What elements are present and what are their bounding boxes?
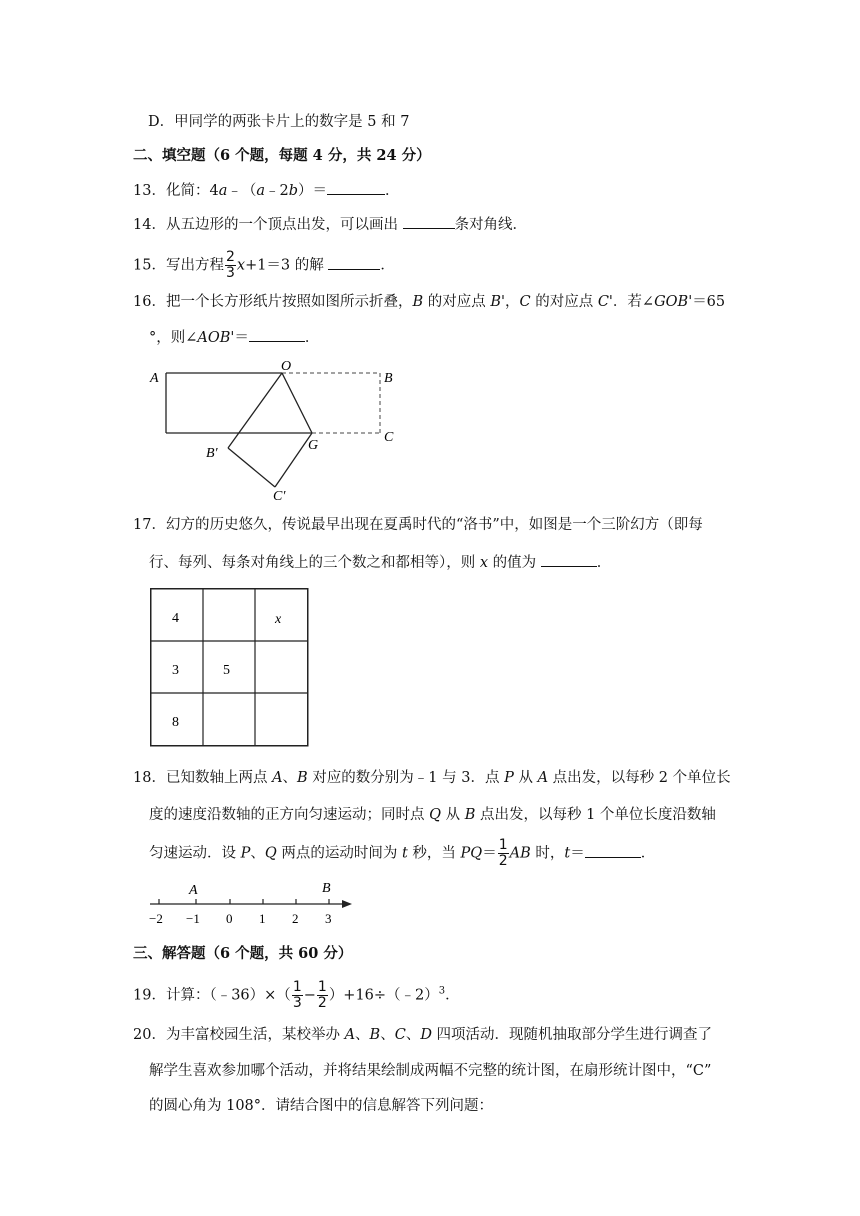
label-b: B <box>384 371 393 386</box>
question-16-line-1: 16．把一个长方形纸片按照如图所示折叠，B 的对应点 B'，C 的对应点 C'．若∠GOB'＝65 <box>133 294 726 310</box>
axis-point-a: A <box>189 883 198 898</box>
label-c-prime: C′ <box>273 489 286 504</box>
question-17-line-2: 行、每列、每条对角线上的三个数之和都相等），则 x 的值为 ． <box>149 552 611 573</box>
answer-blank-18[interactable] <box>585 843 641 858</box>
question-14: 14．从五边形的一个顶点出发，可以画出 条对角线． <box>133 214 527 235</box>
question-18-line-3: 匀速运动．设 P、Q 两点的运动时间为 t 秒，当 PQ＝ $\frac{1}{2}$ AB 时，t＝ ． <box>149 837 656 869</box>
tick-label-1: 1 <box>259 911 266 926</box>
question-18-line-1: 18．已知数轴上两点 A、B 对应的数分别为﹣1 与 3．点 P 从 A 点出发，以每秒 2 个单位长 <box>133 770 731 786</box>
label-a: A <box>150 371 159 386</box>
section-3-heading: 三、解答题（6 个题，共 60 分） <box>133 945 353 962</box>
question-20-line-3: 的圆心角为 108°．请结合图中的信息解答下列问题： <box>149 1098 494 1114</box>
fraction-one-third: $\frac{1}{3}$ <box>292 979 302 1011</box>
label-o: O <box>281 359 292 374</box>
tick-label-2: 2 <box>292 911 299 926</box>
fraction-one-half-b: $\frac{1}{2}$ <box>317 979 327 1011</box>
cell-r1c1: 4 <box>172 611 179 626</box>
answer-blank-13[interactable] <box>327 180 385 195</box>
tick-label-3: 3 <box>325 911 332 926</box>
option-d: D．甲同学的两张卡片上的数字是 5 和 7 <box>148 114 410 130</box>
axis-point-b: B <box>322 881 331 896</box>
tick-label-neg2: −2 <box>149 911 163 926</box>
question-18-line-2: 度的速度沿数轴的正方向匀速运动；同时点 Q 从 B 点出发，以每秒 1 个单位长度沿数轴 <box>149 807 716 823</box>
answer-blank-15[interactable] <box>328 255 380 270</box>
folded-rectangle-figure <box>140 355 410 505</box>
question-15: 15．写出方程 $\frac{2}{3}$ x+1＝3 的解 ． <box>133 249 395 281</box>
cell-r1c3: x <box>275 612 282 627</box>
question-19: 19．计算：（﹣36）×（ $\frac{1}{3}$ − $\frac{1}{2}$ ）+16÷（﹣2）$^3$． <box>133 979 460 1011</box>
question-16-line-2: °，则∠AOB'＝ ． <box>149 327 319 348</box>
fraction-two-thirds: $\frac{2}{3}$ <box>225 249 235 281</box>
question-13: 13．化简：4a﹣（a﹣2b）＝ ． <box>133 180 400 201</box>
label-c: C <box>384 430 394 445</box>
number-line <box>140 876 360 928</box>
cell-r2c1: 3 <box>172 663 179 678</box>
answer-blank-17[interactable] <box>541 552 597 567</box>
label-b-prime: B′ <box>206 446 218 461</box>
section-2-heading: 二、填空题（6 个题，每题 4 分，共 24 分） <box>133 147 431 164</box>
question-17-line-1: 17．幻方的历史悠久，传说最早出现在夏禹时代的“洛书”中，如图是一个三阶幻方（即每 <box>133 517 703 533</box>
fraction-one-half: $\frac{1}{2}$ <box>498 837 508 869</box>
cell-r3c1: 8 <box>172 715 179 730</box>
question-20-line-1: 20．为丰富校园生活，某校举办 A、B、C、D 四项活动．现随机抽取部分学生进行调查了 <box>133 1027 713 1043</box>
answer-blank-16[interactable] <box>249 327 305 342</box>
answer-blank-14[interactable] <box>403 214 455 229</box>
cell-r2c2: 5 <box>223 663 230 678</box>
tick-label-0: 0 <box>226 911 233 926</box>
question-20-line-2: 解学生喜欢参加哪个活动，并将结果绘制成两幅不完整的统计图，在扇形统计图中，“C” <box>149 1063 712 1079</box>
magic-square-grid <box>150 588 310 748</box>
label-g: G <box>308 438 319 453</box>
tick-label-neg1: −1 <box>186 911 200 926</box>
